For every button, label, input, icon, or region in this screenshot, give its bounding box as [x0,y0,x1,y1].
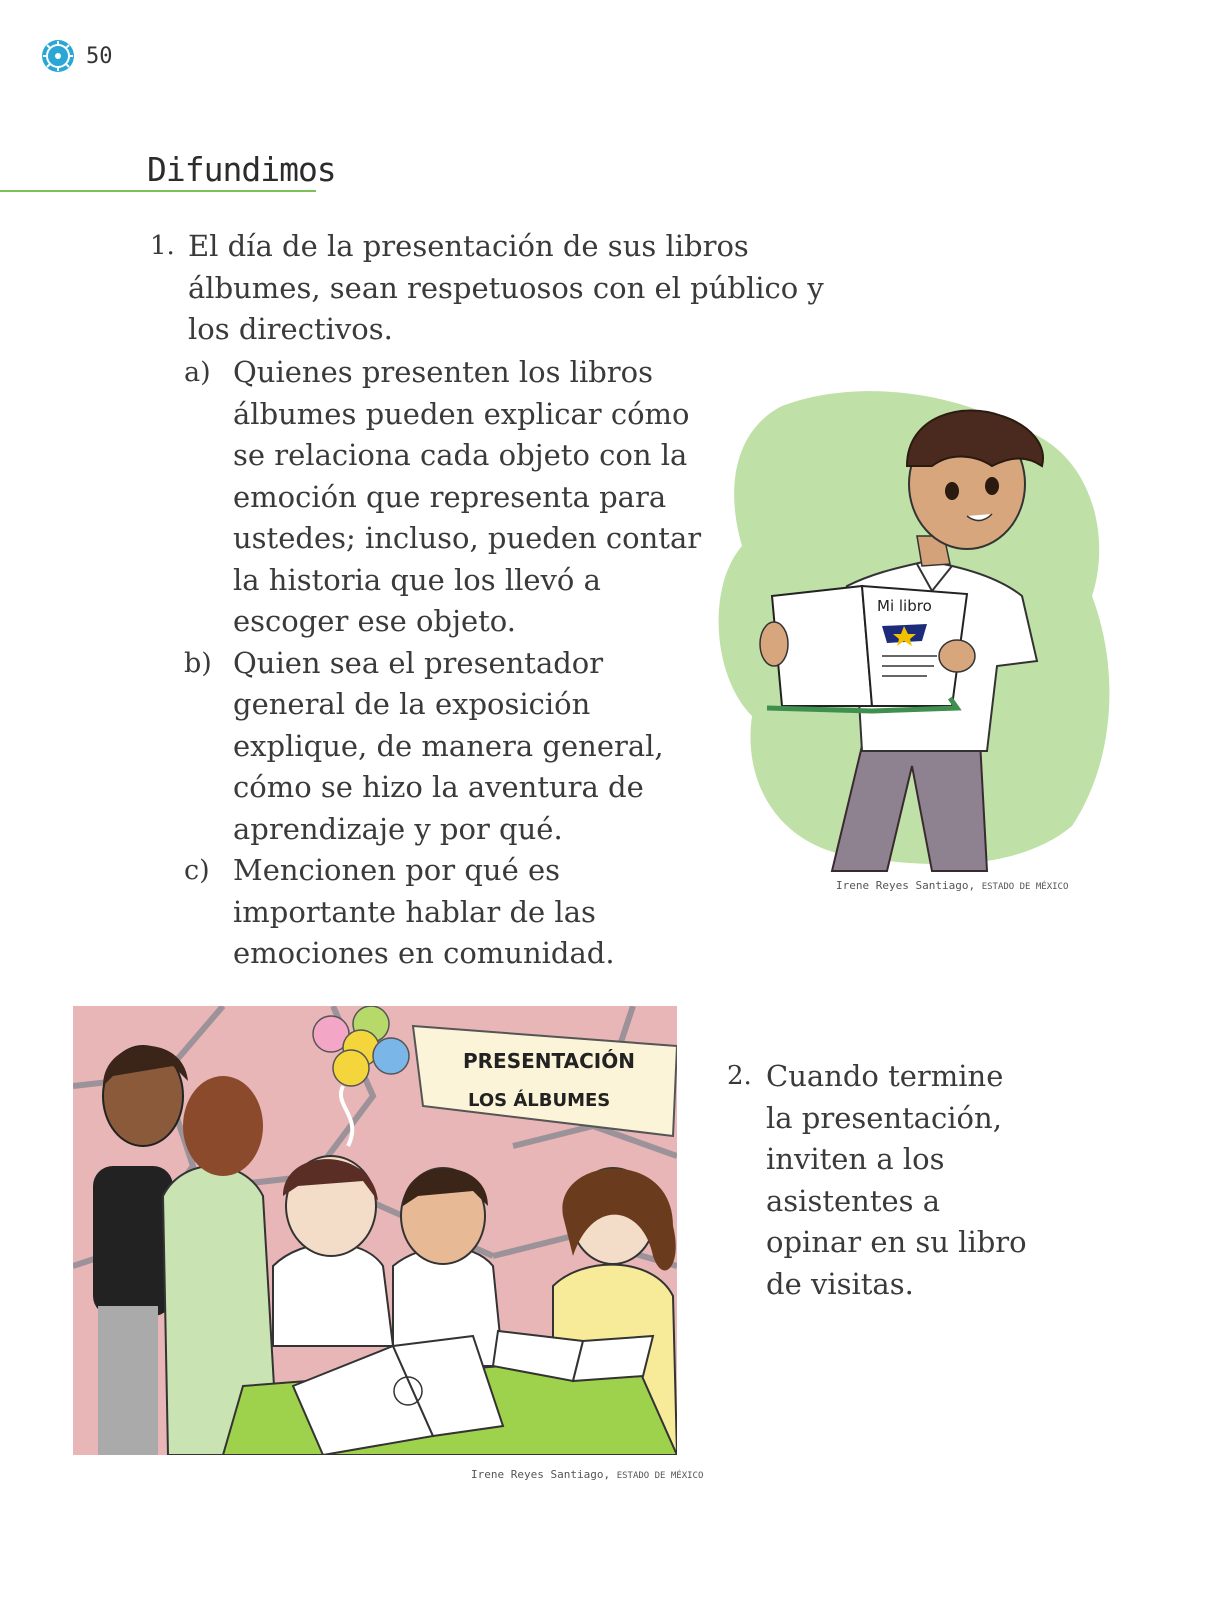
book-label: Mi libro [877,597,932,615]
subitem-marker: b) [184,647,212,679]
item-text: El día de la presentación de sus libros álbumes, sean respetuosos con el público y los directivos. [188,229,824,346]
page-header [40,38,113,74]
page-number: 50 [86,43,113,69]
subitem-text: Mencionen por qué es importante hablar de las emociones en comunidad. [233,853,615,970]
instruction-item-1 [150,226,840,351]
banner-line-2: LOS ÁLBUMES [468,1090,611,1111]
credit-name: Irene Reyes Santiago, [836,879,976,892]
illustration-presentation-scene [73,1006,677,1455]
instruction-item-2 [727,1056,1047,1305]
subitem-b [184,643,724,851]
subitem-c [184,850,724,975]
item-number: 2. [727,1061,752,1091]
banner-line-1: PRESENTACIÓN [463,1049,635,1073]
illustration-boy-with-book [712,386,1112,876]
subitem-marker: a) [184,357,211,388]
subitem-a [184,352,724,643]
item-text: Cuando termine la presentación, inviten a los asistentes a opinar en su libro de visitas. [766,1059,1027,1301]
section-title: Difundimos [147,150,336,189]
page-badge-icon [40,38,76,74]
credit-name: Irene Reyes Santiago, [471,1468,611,1481]
subitem-text: Quien sea el presentador general de la exposición explique, de manera general, cómo se hizo la aventura de aprendizaje y por qué. [233,645,664,846]
subitem-text: Quienes presenten los libros álbumes pueden explicar cómo se relaciona cada objeto con la emoción que representa para ustedes; incluso, pueden contar la historia que los llevó a escoger ese objeto. [233,355,702,638]
subitem-list [184,352,724,975]
credit-place: ESTADO DE MÉXICO [616,1471,704,1481]
subitem-marker: c) [184,855,210,886]
title-underline [0,190,316,192]
credit-place: ESTADO DE MÉXICO [981,882,1069,892]
image-credit [471,1468,703,1481]
image-credit [836,879,1068,892]
item-number: 1. [150,231,175,261]
